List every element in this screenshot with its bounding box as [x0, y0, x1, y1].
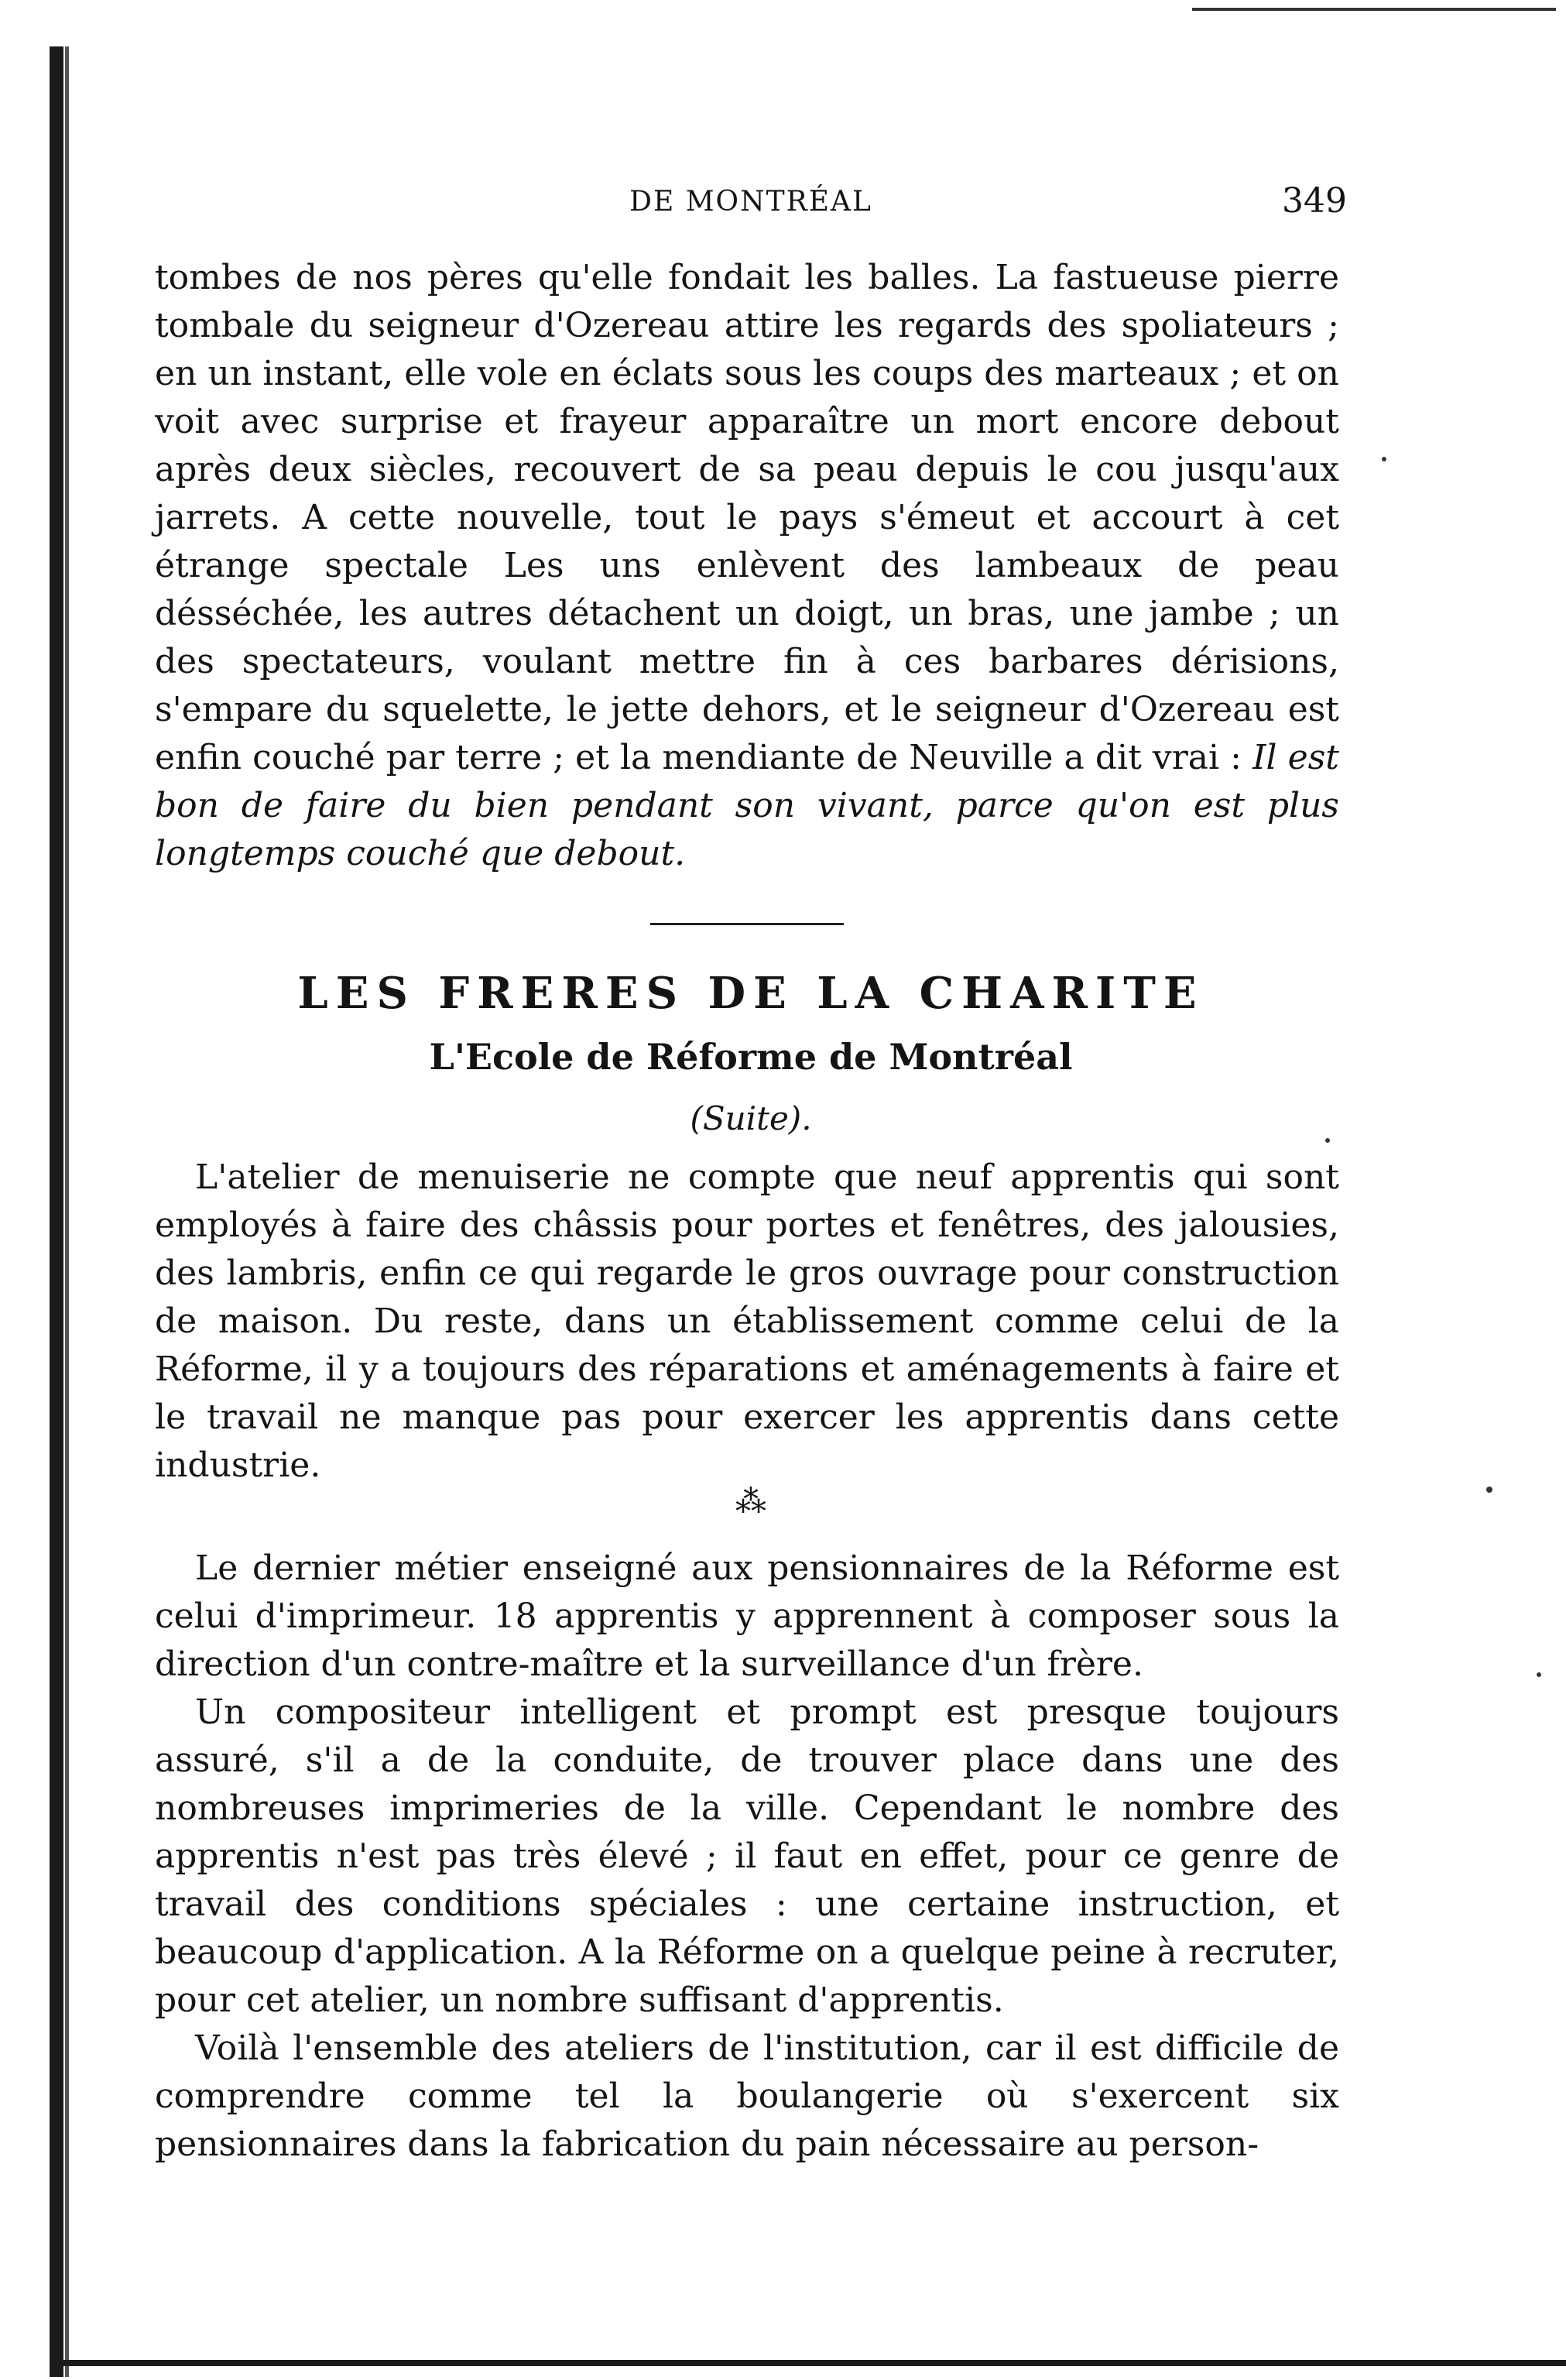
section-divider-rule: [650, 923, 844, 925]
continuation-quote: Il est bon de faire du bien pendant son vivant, parce qu'on est plus longtemps couché que debout.: [155, 738, 1339, 873]
paragraph-group-a: [155, 1154, 1339, 1490]
paragraph-compositeur: Un compositeur intelligent et prompt est presque toujours assuré, s'il a de la conduite, de trouver place dans une des nombreuses imprimeries de la ville. Cependant le nombre des apprentis n'est pas très élevé ; il faut en effet, pour ce genre de travail des conditions spéciales : une certaine instruction, et beaucoup d'application. A la Réforme on a quelque peine à recruter, pour cet atelier, un nombre suffisant d'apprentis.: [155, 1692, 1339, 2020]
paragraph-menuiserie: L'atelier de menuiserie ne compte que neuf apprentis qui sont employés à faire des châssis pour portes et fenêtres, des jalousies, des lambris, enfin ce qui regarde le gros ouvrage pour construction de maison. Du reste, dans un établissement comme celui de la Réforme, il y a toujours des réparations et aménagements à faire et le travail ne manque pas pour exercer les apprentis dans cette industrie.: [155, 1157, 1339, 1485]
scan-binding-edge: [50, 46, 63, 2377]
running-title: DE MONTRÉAL: [629, 186, 872, 218]
scan-speck: [1537, 1672, 1541, 1677]
asterism: ⁂: [735, 1484, 766, 1520]
scan-speck: [1382, 457, 1386, 461]
book-page: [155, 0, 1347, 2380]
scan-speck: [1325, 1138, 1330, 1143]
continuation-paragraph: [155, 254, 1339, 878]
continuation-text: [155, 254, 1339, 878]
paragraph-imprimeur: Le dernier métier enseigné aux pensionnaires de la Réforme est celui d'imprimeur. 18 apprentis y apprennent à composer sous la direction d'un contre-maître et la surveillance d'un frère.: [155, 1548, 1339, 1684]
paragraph-group-b: [155, 1545, 1339, 2169]
running-head: [155, 178, 1347, 225]
scan-binding-edge-inner: [65, 46, 69, 2377]
section-subtitle: L'Ecole de Réforme de Montréal: [429, 1036, 1073, 1078]
paragraph-ateliers: Voilà l'ensemble des ateliers de l'institution, car il est difficile de comprendre comme tel la boulangerie où s'exercent six pensionnaires dans la fabrication du pain nécessaire au person-: [155, 2028, 1339, 2164]
section-title: LES FRERES DE LA CHARITE: [297, 968, 1204, 1019]
scan-speck: [1486, 1487, 1492, 1493]
section-suite: (Suite).: [690, 1099, 812, 1137]
continuation-body: tombes de nos pères qu'elle fondait les balles. La fastueuse pierre tombale du seigneur d'Ozereau attire les regards des spoliateurs ; en un instant, elle vole en éclats sous les coups des marteaux ; et on voit avec surprise et frayeur apparaître un mort encore debout après deux siècles, recouvert de sa peau depuis le cou jusqu'aux jarrets. A cette nouvelle, tout le pays s'émeut et accourt à cet étrange spectale Les uns enlèvent des lambeaux de peau désséchée, les autres détachent un doigt, un bras, une jambe ; un des spectateurs, voulant mettre fin à ces barbares dérisions, s'empare du squelette, le jette dehors, et le seigneur d'Ozereau est enfin couché par terre ; et la mendiante de Neuville a dit vrai :: [155, 258, 1339, 777]
page-number: 349: [1282, 181, 1347, 221]
